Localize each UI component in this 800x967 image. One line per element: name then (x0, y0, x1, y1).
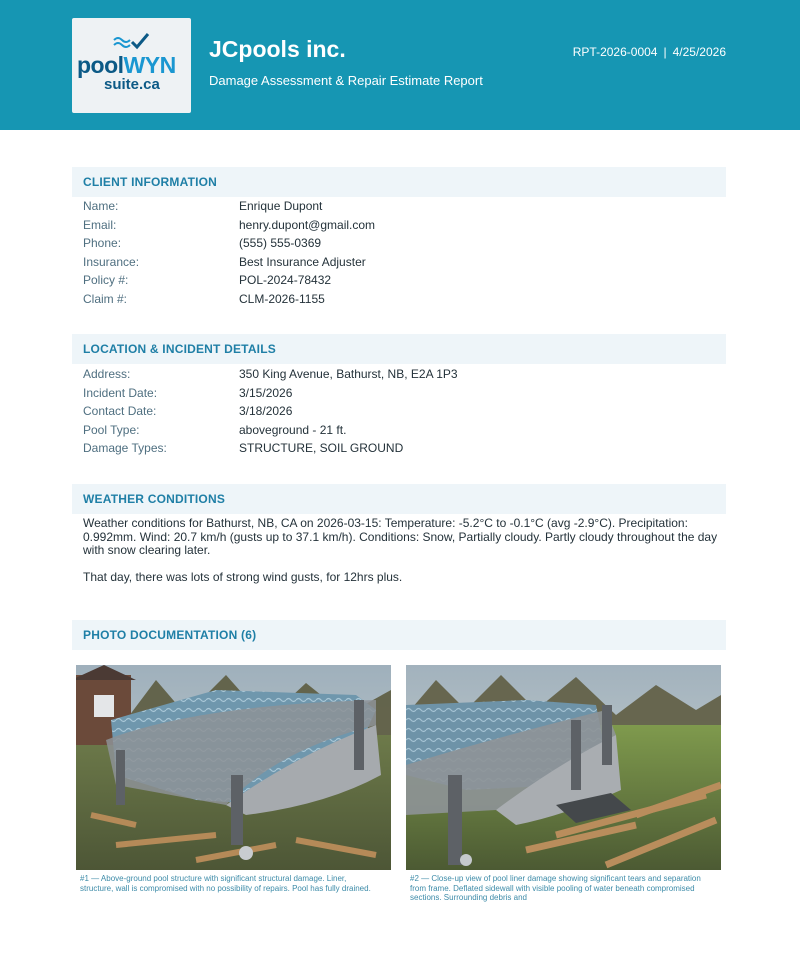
client-email-value: henry.dupont@gmail.com (239, 217, 376, 232)
kv-row (83, 384, 723, 403)
logo-text-wyn: WYN (123, 52, 176, 78)
client-section-heading: CLIENT INFORMATION (72, 167, 726, 197)
kv-row (83, 216, 723, 235)
kv-row (83, 439, 723, 458)
client-phone-label: Phone: (83, 236, 122, 251)
damage-photo-1[interactable] (76, 665, 391, 870)
client-insurance-value: Best Insurance Adjuster (239, 254, 366, 269)
kv-row (83, 234, 723, 253)
photos-section-heading: PHOTO DOCUMENTATION (6) (72, 620, 726, 650)
client-name-value: Enrique Dupont (239, 199, 323, 213)
incident-date-label: Incident Date: (83, 385, 158, 400)
incident-date-value: 3/15/2026 (239, 385, 293, 400)
client-phone-value: (555) 555-0369 (239, 236, 322, 251)
photo-1-image (76, 665, 391, 870)
address-label: Address: (83, 367, 131, 381)
kv-row (83, 197, 723, 216)
location-info-list (83, 365, 723, 458)
client-insurance-label: Insurance: (83, 254, 140, 269)
damage-types-label: Damage Types: (83, 441, 167, 456)
client-claim-label: Claim #: (83, 291, 128, 306)
photo-2-caption: #2 — Close-up view of pool liner damage showing significant tears and separation from frame. Deflated sidewall with visible pooling of water beneath compromised sections. Surrounding debris and (410, 874, 701, 903)
photo-2-image (406, 665, 721, 870)
photo-1-caption: #1 — Above-ground pool structure with significant structural damage. Liner, structure, wall is compromised with no possibility of repairs. Pool has fully drained. (80, 874, 371, 893)
client-name-label: Name: (83, 199, 119, 213)
pool-type-label: Pool Type: (83, 422, 140, 437)
contact-date-value: 3/18/2026 (239, 404, 293, 419)
address-value: 350 King Avenue, Bathurst, NB, E2A 1P3 (239, 367, 458, 381)
client-policy-label: Policy #: (83, 273, 129, 288)
kv-row (83, 421, 723, 440)
meta-separator: | (663, 45, 667, 59)
kv-row (83, 402, 723, 421)
kv-row (83, 271, 723, 290)
damage-photo-2[interactable] (406, 665, 721, 870)
report-meta (573, 45, 726, 59)
client-policy-value: POL-2024-78432 (239, 273, 332, 288)
location-section-heading: LOCATION & INCIDENT DETAILS (72, 334, 726, 364)
report-header (0, 0, 800, 130)
logo-text-pool: pool (77, 52, 124, 78)
weather-note: That day, there was lots of strong wind gusts, for 12hrs plus. (83, 570, 403, 584)
kv-row (83, 290, 723, 309)
pool-type-value: aboveground - 21 ft. (239, 422, 347, 437)
company-name: JCpools inc. (209, 36, 346, 62)
company-logo (72, 18, 191, 113)
report-subtitle: Damage Assessment & Repair Estimate Report (209, 73, 483, 88)
kv-row (83, 365, 723, 384)
report-date: 4/25/2026 (672, 45, 726, 59)
logo-text-suite: suite.ca (104, 76, 160, 93)
client-email-label: Email: (83, 217, 117, 232)
wave-check-icon (112, 32, 150, 52)
weather-section-heading: WEATHER CONDITIONS (72, 484, 726, 514)
kv-row (83, 253, 723, 272)
report-id: RPT-2026-0004 (572, 45, 658, 59)
contact-date-label: Contact Date: (83, 404, 157, 419)
damage-types-value: STRUCTURE, SOIL GROUND (239, 441, 404, 456)
client-claim-value: CLM-2026-1155 (239, 291, 325, 306)
weather-description: Weather conditions for Bathurst, NB, CA on 2026-03-15: Temperature: -5.2°C to -0.1°C (avg -2.9°C). Precipitation: 0.992mm. Wind: 20.7 km/h (gusts up to 37.1 km/h). Conditions: Snow, Partially cloudy. Partly cloudy throughout the day with snow clearing later. (83, 516, 718, 557)
client-info-list (83, 197, 723, 309)
